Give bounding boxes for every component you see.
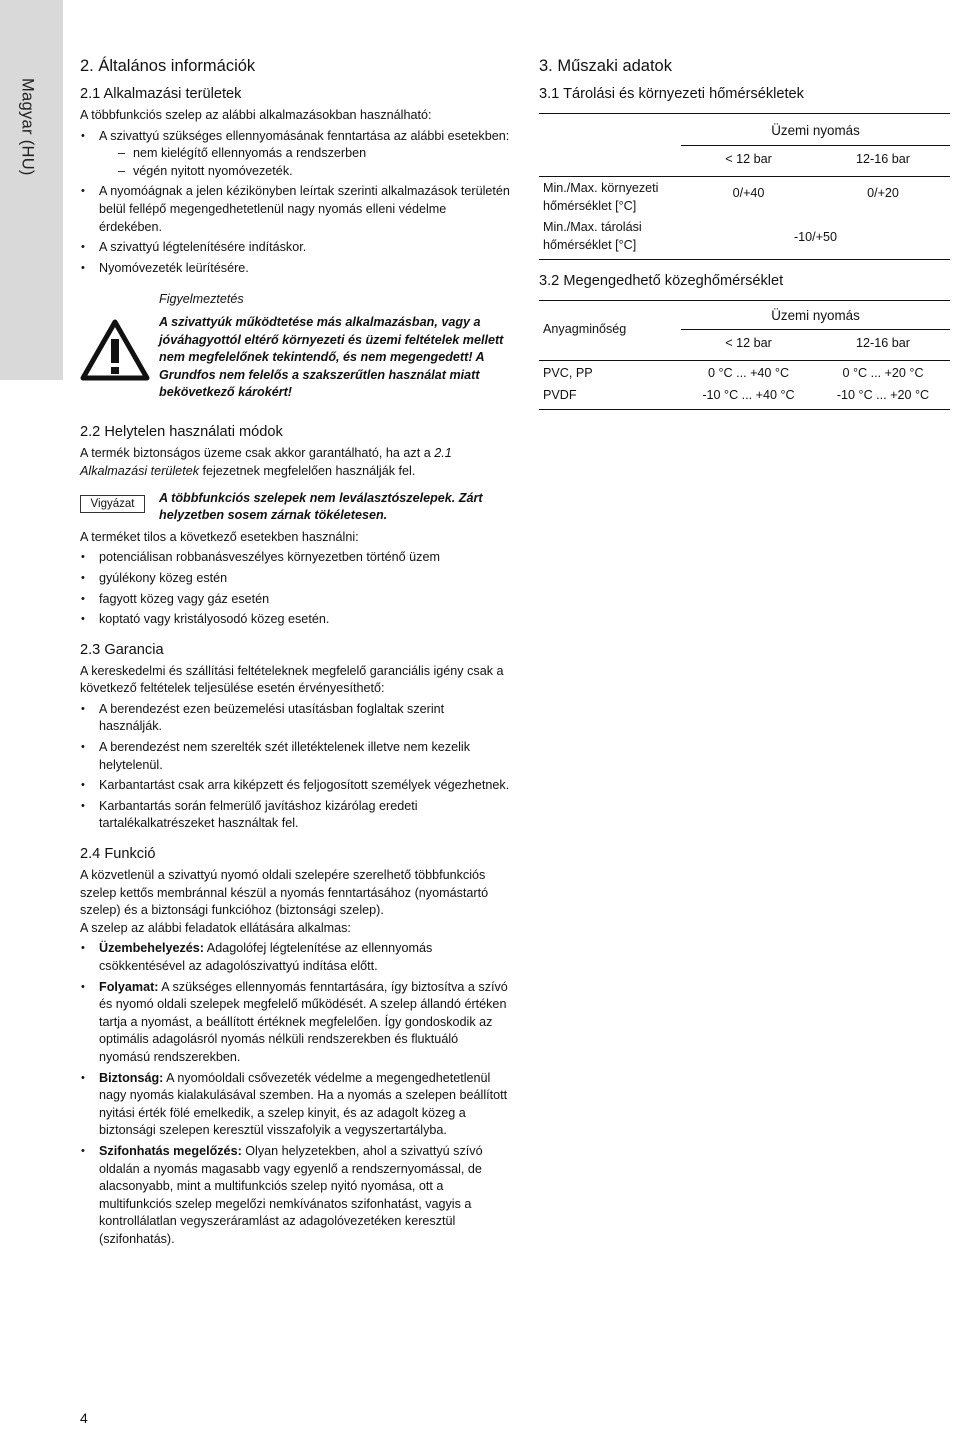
left-column (80, 56, 510, 1249)
table-column-header: < 12 bar (725, 151, 772, 166)
table-cell-material: PVDF (543, 388, 577, 403)
section-2-3-paragraph: A kereskedelmi és szállítási feltételeknek megfelelő garanciális igény csak a következő feltételek teljesülése esetén érvényesíthető: (80, 663, 504, 696)
page-number: 4 (80, 1410, 88, 1426)
warning-block (80, 291, 510, 411)
section-2-4-title: 2.4 Funkció (80, 846, 156, 863)
medium-temperature-table (539, 300, 950, 410)
warning-triangle-icon (80, 319, 150, 381)
list-item-text: Adagolófej légtelenítése az ellennyomás csökkentésével az adagolószivattyú indítása előtt. (99, 941, 433, 973)
list-item-text: A nyomóoldali csővezeték védelme a megengedhetetlenül nagy nyomás kialakulásával szemben. Ha a nyomás a szelepen beállított nyitási érték fölé emelkedik, a szelep kinyit, és az adagolt közeg a biztonsági szelepen keresztül visszafolyik a vegyszertartályba. (99, 1070, 508, 1138)
section-2-3-list (80, 701, 510, 833)
paragraph-text: fejezetnek megfelelően használják fel. (199, 463, 416, 478)
section-2-1-intro: A többfunkciós szelep az alábbi alkalmazásokban használható: (80, 108, 432, 122)
table-cell: -10 °C ... +40 °C (702, 388, 795, 403)
language-tab-label: Magyar (HU) (18, 78, 37, 176)
section-2-4-paragraph: A közvetlenül a szivattyú nyomó oldali szelepére szerelhető többfunkciós szelep kettős membránnal készül a nyomás fenntartásához (nyomástartó szelep) és a biztonsági funkcióhoz (biztonsági szelep). (80, 868, 489, 918)
section-2-2-paragraph (80, 445, 510, 480)
dash-list (99, 145, 510, 180)
table-cell: 0/+40 (732, 186, 765, 201)
section-2-2-title: 2.2 Helytelen használati módok (80, 424, 283, 441)
section-3-1-title: 3.1 Tárolási és környezeti hőmérsékletek (539, 86, 804, 102)
chapter-reference: 2.1 Alkalmazási területek (80, 446, 452, 478)
table-group-header: Üzemi nyomás (681, 300, 950, 330)
table-group-header: Üzemi nyomás (681, 114, 950, 146)
table-column-header: 12-16 bar (856, 151, 910, 166)
list-item: • A berendezést ezen beüzemelési utasításban foglaltak szerint használják. (80, 701, 510, 736)
section-3-2-title: 3.2 Megengedhető közeghőmérséklet (539, 272, 784, 289)
table-column-header: 12-16 bar (856, 336, 910, 351)
list-item-keyword: Biztonság: (99, 1070, 164, 1085)
right-column (539, 56, 957, 410)
list-item-text: A szivattyú szükséges ellennyomásának fenntartása az alábbi esetekben: (99, 128, 510, 143)
table-column-header: < 12 bar (725, 336, 772, 351)
section-2-2-list (80, 549, 510, 628)
table-row-label: Min./Max. tárolási hőmérséklet [°C] (543, 220, 642, 252)
section-2-title: 2. Általános információk (80, 57, 256, 75)
table-cell-material: PVC, PP (543, 365, 593, 380)
table-row-label: Min./Max. környezeti hőmérséklet [°C] (543, 181, 659, 213)
list-item (80, 1070, 510, 1140)
warning-text: A szivattyúk működtetése más alkalmazásban, vagy a jóváhagyottól eltérő környezeti és üzemi feltételek mellett nem megfelelőnek tekintendő, és nem megengedett! A Grundfos nem felelős a szakszerűtlen használat miatt bekövetkező károkért! (159, 314, 504, 400)
caution-block (80, 490, 510, 525)
list-item (80, 940, 510, 975)
table-row-header: Anyagminőség (543, 321, 627, 336)
list-item: • Karbantartást csak arra kiképzett és feljogosított személyek végezhetnek. (80, 777, 510, 795)
table-cell: 0/+20 (867, 186, 899, 201)
dash-item: – nem kielégítő ellennyomás a rendszerben (118, 145, 510, 163)
table-cell: 0 °C ... +20 °C (842, 365, 924, 380)
list-item (80, 979, 510, 1067)
table-cell: -10 °C ... +20 °C (836, 388, 930, 403)
list-item: • A nyomóágnak a jelen kézikönyben leírtak szerinti alkalmazások területén belül fellépő megengedhetetlenül nagy nyomás elleni védelme érdekében. (80, 183, 510, 236)
list-item: • fagyott közeg vagy gáz esetén (80, 591, 510, 609)
list-item: • A szivattyú légtelenítésére indításkor. (80, 239, 510, 257)
list-item: • Karbantartás során felmerülő javításhoz kizárólag eredeti tartalékalkatrészeket használtak fel. (80, 798, 510, 833)
table-cell: 0 °C ... +40 °C (707, 365, 790, 380)
language-side-tab (0, 0, 63, 380)
section-2-2-paragraph-2: A terméket tilos a következő esetekben használni: (80, 529, 359, 544)
table-cell: -10/+50 (793, 230, 838, 245)
list-item-keyword: Folyamat: (99, 979, 159, 994)
list-item-text: A szükséges ellennyomás fenntartására, így biztosítva a szívó és nyomó oldali szelepek megfelelő működését. A szelep állandó értéken tartja a nyomást, a beállított értéknek megfelelően. Így gondoskodik az optimális adagolásról nyomás nélküli rendszerekben és fluktuáló nyomású rendszerekben. (99, 979, 508, 1064)
section-3-title: 3. Műszaki adatok (539, 57, 672, 75)
list-item: • gyúlékony közeg estén (80, 570, 510, 588)
list-item (80, 128, 510, 181)
caution-label: Vigyázat (80, 495, 145, 513)
caution-text: A többfunkciós szelepek nem leválasztószelepek. Zárt helyzetben sosem zárnak tökéletesen. (159, 490, 483, 523)
section-2-1-title: 2.1 Alkalmazási területek (80, 86, 242, 102)
warning-title: Figyelmeztetés (159, 292, 244, 307)
list-item: • A berendezést nem szerelték szét illetéktelenek illetve nem kezelik helytelenül. (80, 739, 510, 774)
list-item: • potenciálisan robbanásveszélyes környezetben történő üzem (80, 549, 510, 567)
section-2-4-paragraph-2: A szelep az alábbi feladatok ellátására alkalmas: (80, 920, 351, 935)
list-item: • koptató vagy kristályosodó közeg esetén. (80, 611, 510, 629)
list-item-text: Olyan helyzetekben, ahol a szivattyú szívó oldalán a nyomás magasabb vagy egyenlő a rendszernyomással, de alacsonyabb, mint a multifunkciós szelep nyitó nyomása, ott a multifunkciós szelep megelőzi nemkívánatos szifonhatást, vagyis a kontrollálatlan vegyszeráramlást az adagolóvezetéken keresztül (szifonhatás). (99, 1143, 483, 1246)
list-item: • Nyomóvezeték leürítésére. (80, 260, 510, 278)
section-2-1-list (80, 128, 510, 278)
paragraph-text: A termék biztonságos üzeme csak akkor garantálható, ha azt a (80, 446, 435, 461)
list-item (80, 1143, 510, 1249)
list-item-keyword: Üzembehelyezés: (99, 941, 204, 956)
section-2-3-title: 2.3 Garancia (80, 641, 164, 658)
dash-item: – végén nyitott nyomóvezeték. (118, 163, 510, 181)
temperature-table (539, 113, 950, 260)
section-2-4-list (80, 940, 510, 1248)
list-item-keyword: Szifonhatás megelőzés: (99, 1143, 242, 1158)
